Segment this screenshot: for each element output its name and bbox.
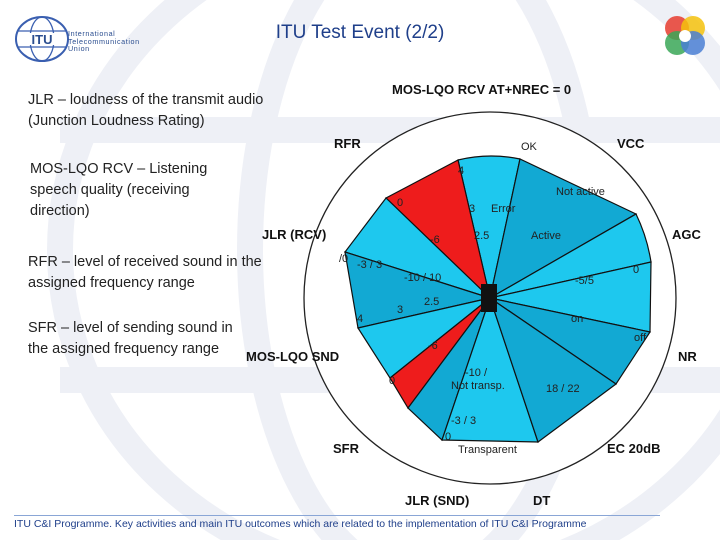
axis-nr: NR <box>678 349 697 364</box>
label-minus5-5: -5/5 <box>575 275 594 287</box>
label-3a: 3 <box>469 203 476 215</box>
label-minus6b: -6 <box>428 340 438 352</box>
label-3b: 3 <box>397 304 404 316</box>
label-0d: 0 <box>389 375 396 387</box>
logo-line-1: International <box>68 29 116 38</box>
paragraph-sfr: SFR – level of sending sound in the assigned frequency range <box>28 320 233 357</box>
slide-title: ITU Test Event (2/2) <box>275 22 445 43</box>
label-minus3-3b: -3 / 3 <box>451 415 477 427</box>
label-18-22: 18 / 22 <box>546 383 580 395</box>
label-4a: 4 <box>458 165 465 177</box>
axis-agc: AGC <box>672 227 701 242</box>
footer-divider <box>14 515 660 516</box>
label-on: on <box>571 313 584 325</box>
label-not-transp: Not transp. <box>451 380 505 392</box>
axis-mos-snd: MOS-LQO SND <box>246 349 340 364</box>
axis-sfr-bottom: SFR <box>333 441 359 456</box>
label-minus10: -10 / 10 <box>404 272 442 284</box>
paragraph-mos-lqo-rcv: MOS-LQO RCV – Listening speech quality (receiving direction) <box>30 161 208 219</box>
axis-dt: DT <box>533 493 551 508</box>
label-0b: /0 <box>339 253 349 265</box>
axis-jlr-rcv: JLR (RCV) <box>262 227 327 242</box>
label-minus10b: -10 / <box>465 367 488 379</box>
label-minus3: -3 / 3 <box>357 259 383 271</box>
itu-logo <box>14 14 70 64</box>
label-0e: 0 <box>445 431 452 443</box>
axis-ec: EC 20dB <box>607 441 661 456</box>
footer-text: ITU C&I Programme. Key activities and main ITU outcomes which are related to the implementation of ITU C&I Programme <box>14 518 587 530</box>
label-transparent: Transparent <box>458 444 517 456</box>
paragraph-jlr: JLR – loudness of the transmit audio (Junction Loudness Rating) <box>28 92 264 129</box>
center-hub <box>481 284 497 312</box>
axis-jlr-snd: JLR (SND) <box>405 493 470 508</box>
label-2-5b: 2.5 <box>424 296 440 308</box>
label-not-active: Not active <box>556 186 605 198</box>
label-off: off <box>634 332 647 344</box>
axis-vcc: VCC <box>617 136 645 151</box>
paragraph-rfr: RFR – level of received sound in the assigned frequency range <box>28 254 262 291</box>
label-ok: OK <box>521 141 537 153</box>
label-0c: 0 <box>633 264 640 276</box>
label-2-5a: 2.5 <box>474 230 490 242</box>
itu-emblem-text: ITU <box>31 32 53 47</box>
label-4b: 4 <box>357 313 364 325</box>
label-0a: 0 <box>397 197 404 209</box>
label-minus6a: -6 <box>430 234 440 246</box>
label-error: Error <box>491 203 516 215</box>
label-active: Active <box>531 230 561 242</box>
logo-line-2: Telecommunication <box>68 36 140 46</box>
header-label: MOS-LQO RCV AT+NREC = 0 <box>392 82 572 97</box>
itu-logo-text <box>68 30 140 53</box>
quality-wheel-diagram <box>240 70 710 512</box>
circles-emblem <box>660 12 710 60</box>
logo-line-3: Union <box>68 44 90 54</box>
axis-rfr-top: RFR <box>334 136 361 151</box>
